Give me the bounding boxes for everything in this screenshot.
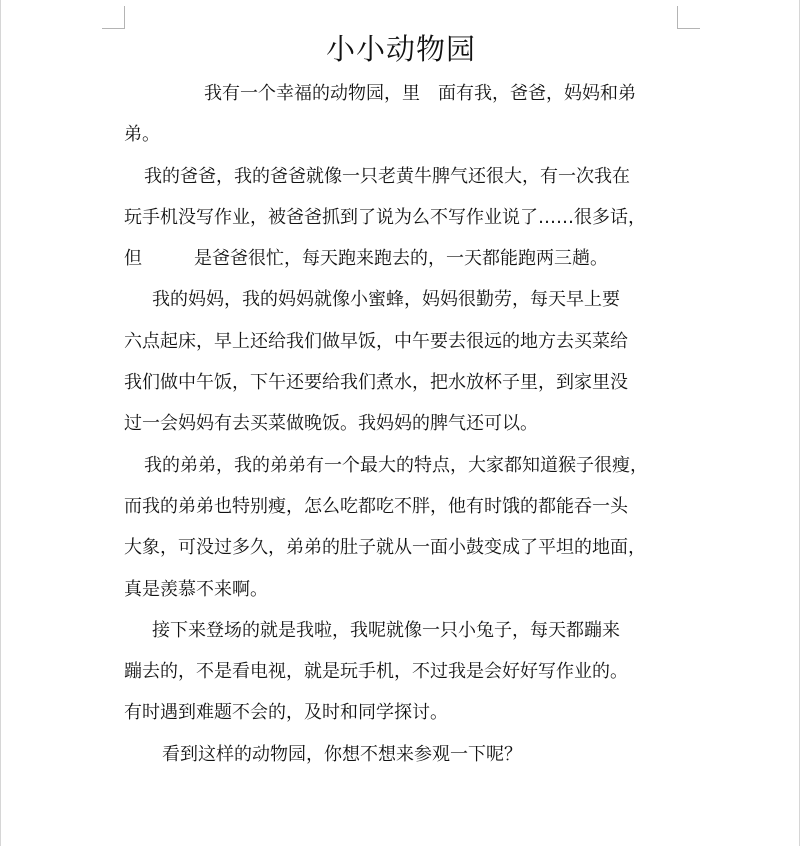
text-line: 蹦去的，不是看电视，就是玩手机，不过我是会好好写作业的。 <box>124 661 628 683</box>
text-line: 我的妈妈，我的妈妈就像小蜜蜂，妈妈很勤劳，每天早上要 <box>152 289 620 311</box>
text-line: 我的弟弟，我的弟弟有一个最大的特点，大家都知道猴子很瘦， <box>144 454 648 476</box>
text-line: 我的爸爸，我的爸爸就像一只老黄牛脾气还很大，有一次我在 <box>144 165 630 187</box>
text-line: 大象，可没过多久，弟弟的肚子就从一面小鼓变成了平坦的地面， <box>124 537 646 559</box>
paragraph-6 <box>124 734 680 775</box>
text-line: 但 是爸爸很忙，每天跑来跑去的，一天都能跑两三趟。 <box>124 248 608 270</box>
paragraph-5 <box>124 610 680 734</box>
text-line: 看到这样的动物园，你想不想来参观一下呢？ <box>162 743 522 765</box>
top-right-margin-mark <box>677 6 700 29</box>
text-line: 玩手机没写作业，被爸爸抓到了说为么不写作业说了……很多话， <box>124 206 646 228</box>
paragraph-4 <box>124 445 680 610</box>
text-line: 有时遇到难题不会的，及时和同学探讨。 <box>124 702 448 724</box>
document-title: 小小动物园 <box>325 32 476 66</box>
text-line: 我们做中午饭，下午还要给我们煮水，把水放杯子里，到家里没 <box>124 372 628 394</box>
text-line: 接下来登场的就是我啦，我呢就像一只小兔子，每天都蹦来 <box>152 619 620 641</box>
paragraph-3 <box>124 279 680 444</box>
top-left-margin-mark <box>102 6 125 29</box>
text-line: 而我的弟弟也特别瘦，怎么吃都吃不胖，他有时饿的都能吞一头 <box>124 495 628 517</box>
document-body <box>124 73 680 775</box>
text-line: 弟。 <box>124 124 160 146</box>
paragraph-1 <box>124 73 680 156</box>
text-line: 真是羡慕不来啊。 <box>124 578 268 600</box>
text-line: 过一会妈妈有去买菜做晚饭。我妈妈的脾气还可以。 <box>124 413 538 435</box>
paragraph-2 <box>124 156 680 280</box>
text-line: 我有一个幸福的动物园，里 面有我，爸爸，妈妈和弟 <box>204 83 636 104</box>
text-line: 六点起床，早上还给我们做早饭，中午要去很远的地方去买菜给 <box>124 330 628 352</box>
